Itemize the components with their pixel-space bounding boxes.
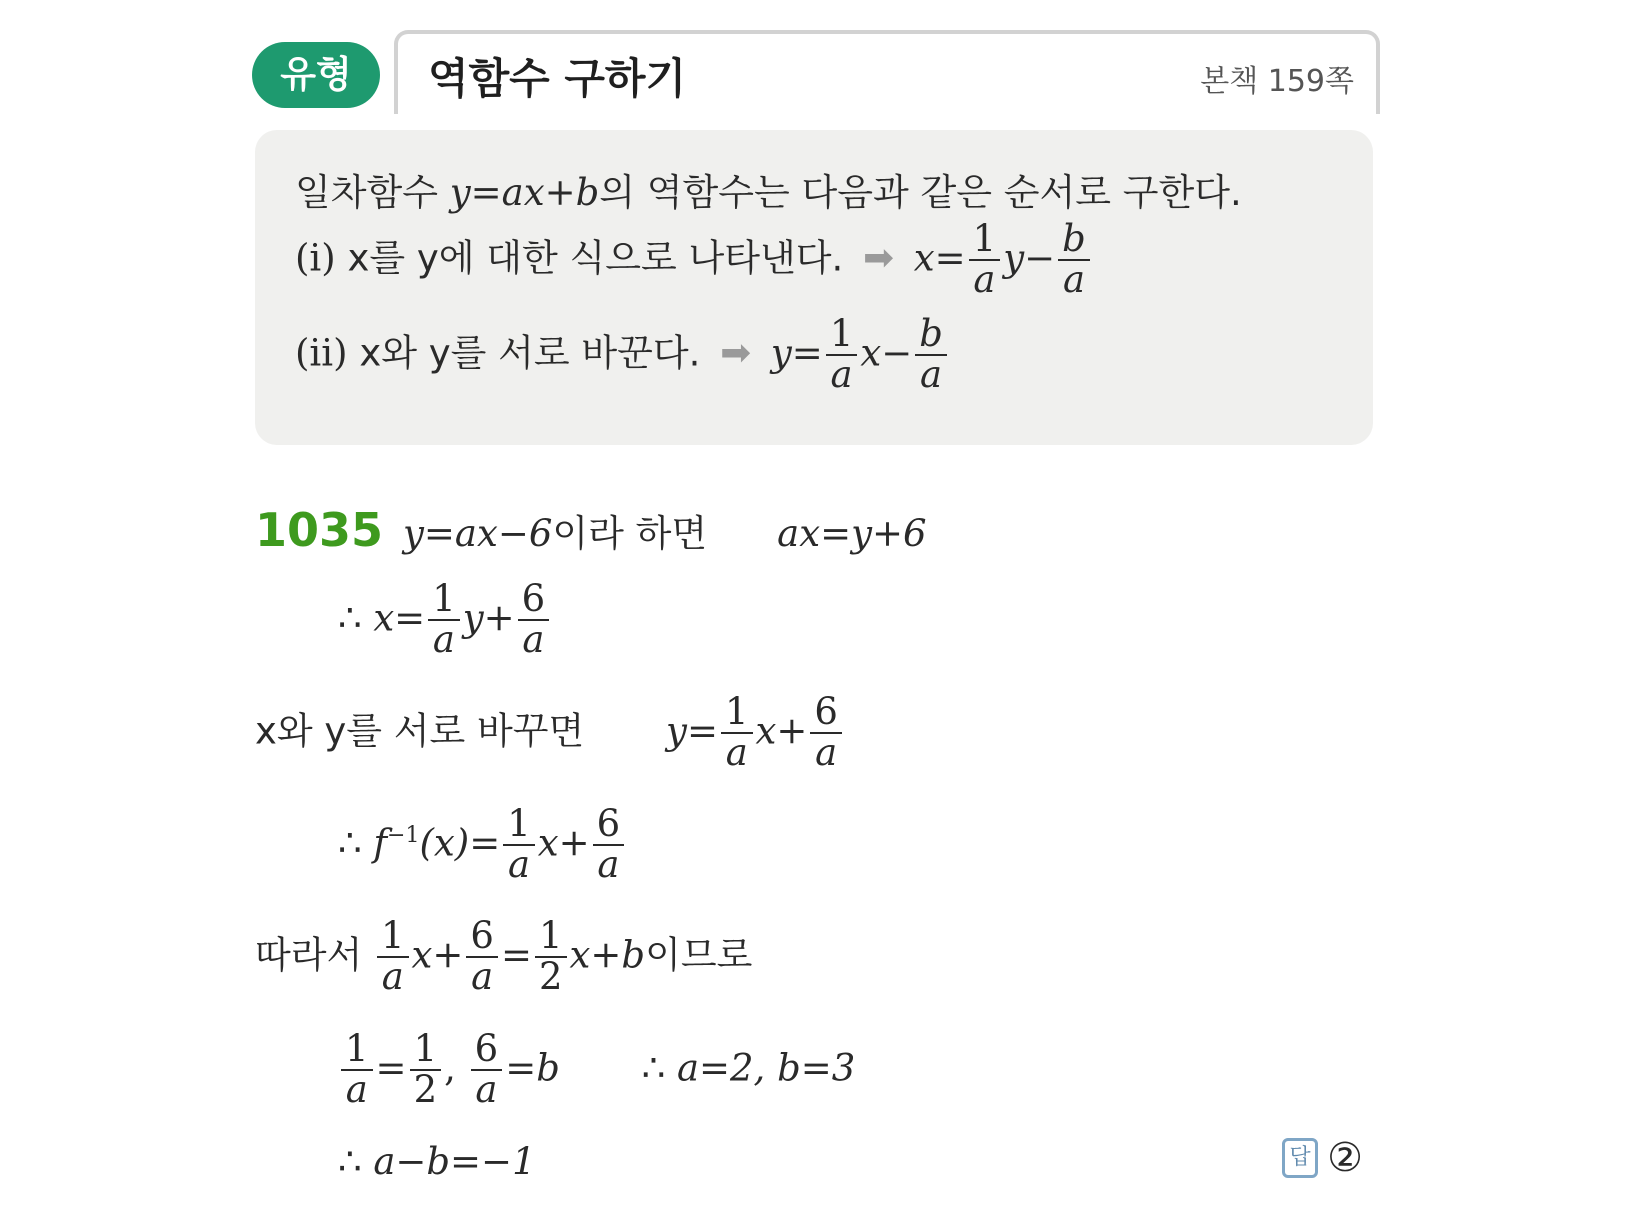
step-2-var: x− <box>860 331 913 375</box>
solution-line-6 <box>338 1027 856 1111</box>
step-1-label: (i) <box>295 236 336 280</box>
denominator: a <box>725 730 748 774</box>
concept-intro <box>295 162 1242 216</box>
fraction-1-over-a <box>428 577 460 661</box>
fraction-1-over-a <box>377 914 409 998</box>
fraction-1-over-2 <box>410 1027 442 1111</box>
denominator: a <box>507 842 530 886</box>
section-title: 역함수 구하기 <box>428 54 687 103</box>
fraction-6-over-a <box>518 577 550 661</box>
step-2-label: (ii) <box>295 331 348 375</box>
numerator: 6 <box>471 1030 503 1071</box>
inverse-superscript: −1 <box>387 823 420 849</box>
denominator: a <box>597 842 620 886</box>
line-5-mid-2: x+b <box>569 933 646 977</box>
line-2-lhs: x= <box>373 596 426 640</box>
denominator: a <box>830 352 853 396</box>
solution-line-3 <box>255 690 845 774</box>
denominator: 2 <box>538 954 563 998</box>
problem-number: 1035 <box>255 503 384 557</box>
arrow-icon: ➡ <box>863 236 895 280</box>
line-1-equation: y=ax−6 <box>403 512 553 555</box>
denominator: a <box>471 954 494 998</box>
comma: , <box>444 1046 456 1090</box>
numerator: 1 <box>410 1030 442 1071</box>
numerator: 6 <box>593 805 625 846</box>
step-1-var: y− <box>1003 236 1056 280</box>
page-reference: 본책 159쪽 <box>1200 64 1354 99</box>
line-5-text: 따라서 <box>255 933 363 977</box>
answer-icon: 답 <box>1282 1138 1318 1178</box>
line-5-mid-1: x+ <box>411 933 464 977</box>
answer-value: ② <box>1327 1135 1363 1181</box>
fraction-6-over-a <box>810 690 842 774</box>
fraction-1-over-a <box>503 802 535 886</box>
numerator: 1 <box>428 580 460 621</box>
denominator: a <box>381 954 404 998</box>
fraction-6-over-a <box>471 1027 503 1111</box>
intro-text-end: 의 역함수는 다음과 같은 순서로 구한다. <box>599 171 1242 214</box>
numerator: 1 <box>377 917 409 958</box>
numerator: 1 <box>503 805 535 846</box>
therefore-symbol: ∴ <box>338 1140 362 1183</box>
numerator: 1 <box>535 917 567 958</box>
line-4-arg: (x)= <box>419 821 501 865</box>
fraction-1-over-2 <box>535 914 567 998</box>
solution-line-5 <box>255 914 753 998</box>
fraction-b-over-a <box>915 312 947 396</box>
numerator: b <box>915 315 947 356</box>
solution-line-7 <box>338 1140 536 1183</box>
line-6-eq-b: =b <box>505 1046 560 1090</box>
fraction-6-over-a <box>593 802 625 886</box>
fraction-b-over-a <box>1058 217 1090 301</box>
denominator: a <box>815 730 838 774</box>
numerator: 1 <box>341 1030 373 1071</box>
therefore-symbol: ∴ <box>641 1046 666 1090</box>
denominator: a <box>920 352 943 396</box>
denominator: a <box>973 257 996 301</box>
step-2-text: x와 y를 서로 바꾼다. <box>359 331 701 375</box>
concept-step-1 <box>295 217 1093 301</box>
line-3-lhs: y= <box>666 709 718 753</box>
step-1-lhs: x= <box>913 236 966 280</box>
solution-line-4 <box>338 802 627 886</box>
denominator: a <box>475 1067 498 1111</box>
line-1-result: ax=y+6 <box>777 512 927 555</box>
denominator: a <box>522 617 545 661</box>
line-1-text: 이라 하면 <box>552 512 708 555</box>
line-5-post: 이므로 <box>645 933 753 977</box>
arrow-icon: ➡ <box>720 331 752 375</box>
denominator: 2 <box>413 1067 438 1111</box>
function-f: f <box>373 821 388 865</box>
numerator: 1 <box>969 220 1001 261</box>
numerator: 1 <box>721 693 753 734</box>
denominator: a <box>345 1067 368 1111</box>
final-equation: a−b=−1 <box>373 1140 536 1183</box>
line-6-result: a=2, b=3 <box>676 1046 856 1090</box>
concept-box <box>255 130 1373 445</box>
denominator: a <box>1062 257 1085 301</box>
fraction-1-over-a <box>826 312 858 396</box>
numerator: 6 <box>518 580 550 621</box>
equals-sign: = <box>500 933 532 977</box>
step-1-text: x를 y에 대한 식으로 나타낸다. <box>347 236 844 280</box>
step-2-lhs: y= <box>770 331 823 375</box>
numerator: 1 <box>826 315 858 356</box>
numerator: 6 <box>466 917 498 958</box>
answer <box>1282 1135 1364 1181</box>
line-3-text: x와 y를 서로 바꾸면 <box>255 709 585 753</box>
numerator: 6 <box>810 693 842 734</box>
solution-line-2 <box>338 577 552 661</box>
concept-step-2 <box>295 312 950 396</box>
equals-sign: = <box>375 1046 407 1090</box>
type-badge: 유형 <box>252 42 380 108</box>
fraction-6-over-a <box>466 914 498 998</box>
solution-line-1 <box>255 503 927 557</box>
fraction-1-over-a <box>341 1027 373 1111</box>
line-4-mid: x+ <box>537 821 590 865</box>
numerator: b <box>1058 220 1090 261</box>
intro-equation: y=ax+b <box>449 171 600 214</box>
intro-text: 일차함수 <box>295 171 438 214</box>
denominator: a <box>432 617 455 661</box>
therefore-symbol: ∴ <box>338 821 362 865</box>
fraction-1-over-a <box>969 217 1001 301</box>
title-box <box>394 30 1380 114</box>
therefore-symbol: ∴ <box>338 596 362 640</box>
line-3-mid: x+ <box>755 709 808 753</box>
fraction-1-over-a <box>721 690 753 774</box>
line-2-mid: y+ <box>462 596 515 640</box>
